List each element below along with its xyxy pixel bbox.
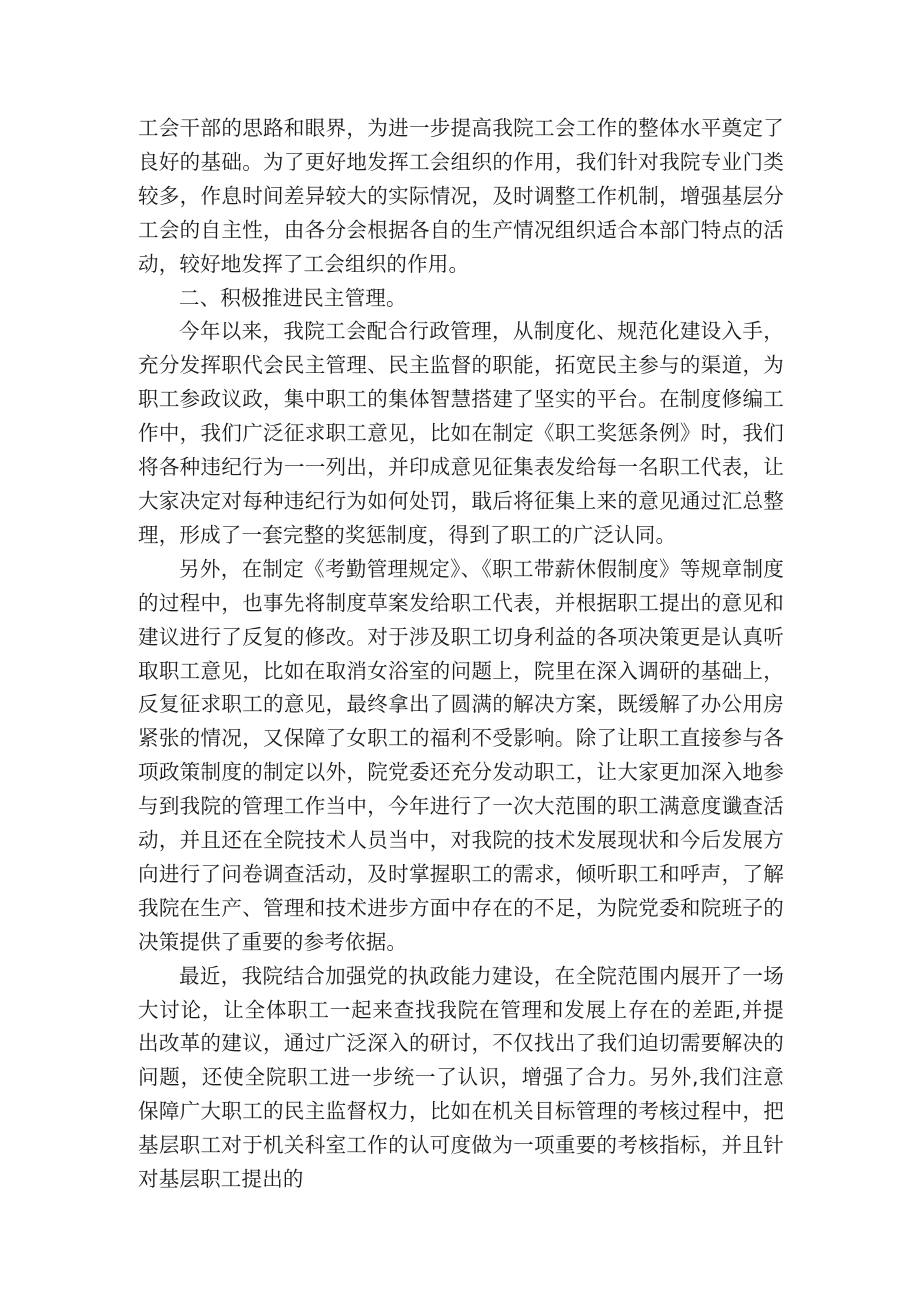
document-page xyxy=(138,112,784,1197)
paragraph-regulations: 另外，在制定《考勤管理规定》、《职工带薪休假制度》等规章制度的过程中，也事先将制度草案发给职工代表，并根据职工提出的意见和建议进行了反复的修改。对于涉及职工切身利益的各项决策更是认真听取职工意见，比如在取消女浴室的问题上，院里在深入调研的基础上，反复征求职工的意见，最终拿出了圆满的解决方案，既缓解了办公用房紧张的情况，又保障了女职工的福利不受影响。除了让职工直接参与各项政策制度的制定以外，院党委还充分发动职工，让大家更加深入地参与到我院的管理工作当中，今年进行了一次大范围的职工满意度谶查活动，并且还在全院技术人员当中，对我院的技术发展现状和今后发展方向进行了问卷调查活动，及时掌握职工的需求，倾听职工和呼声，了解我院在生产、管理和技术进步方面中存在的不足，为院党委和院班子的决策提供了重要的参考依据。 xyxy=(138,556,784,954)
paragraph-discussion: 最近，我院结合加强党的执政能力建设，在全院范围内展开了一场大讨论，让全体职工一起来查找我院在管理和发展上存在的差距,并提出改革的建议，通过广泛深入的研讨，不仅找出了我们迫切需要解决的问题，还使全院职工进一步统一了认识，增强了合力。另外,我们注意保障广大职工的民主监督权力，比如在机关目标管理的考核过程中，把基层职工对于机关科室工作的认可度做为一项重要的考核指标，并且针对基层职工提出的 xyxy=(138,963,784,1192)
paragraph-continuation: 工会干部的思路和眼界，为进一步提高我院工会工作的整体水平奠定了良好的基础。为了更好地发挥工会组织的作用，我们针对我院专业门类较多，作息时间差异较大的实际情况，及时调整工作机制，增强基层分工会的自主性，由各分会根据各自的生产情况组织适合本部门特点的活动，较好地发挥了工会组织的作用。 xyxy=(138,116,784,276)
section-heading: 二、积极推进民主管理。 xyxy=(179,285,407,310)
paragraph-democratic-management: 今年以来，我院工会配合行政管理，从制度化、规范化建设入手，充分发挥职代会民主管理、民主监督的职能，拓宽民主参与的渠道，为职工参政议政，集中职工的集体智慧搭建了坚实的平台。在制度修编工作中，我们广泛征求职工意见，比如在制定《职工奖惩条例》时，我们将各种违纪行为一一列出，并印成意见征集表发给每一名职工代表，让大家决定对每种违纪行为如何处罚，戢后将征集上来的意见通过汇总整理，形成了一套完整的奖惩制度，得到了职工的广泛认同。 xyxy=(138,319,784,547)
